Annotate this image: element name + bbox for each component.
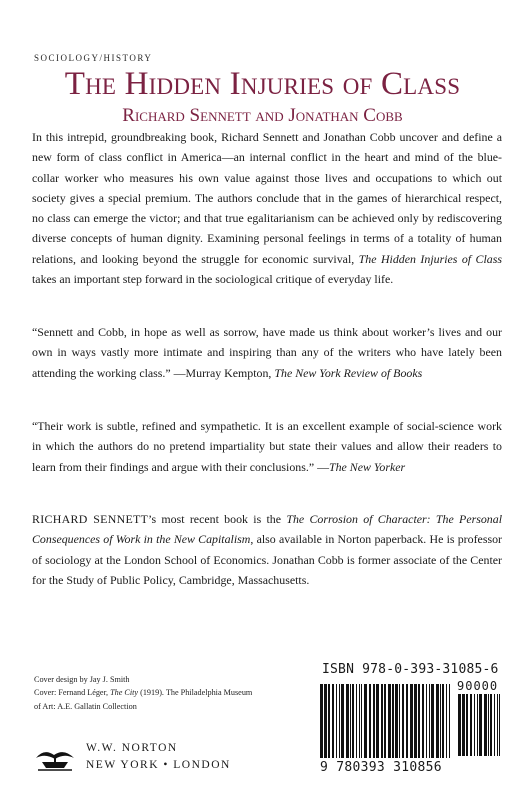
barcode-bar (497, 694, 498, 756)
barcode-bar (418, 684, 420, 758)
publisher-imprint (34, 740, 254, 776)
isbn-barcode (318, 658, 506, 780)
bio-text-2: , also available in Norton paperback. He is professor of sociology at the London School of Economics. Jonathan Cobb is former associate of the Center for the Study of Public Policy, Cambridge, Massachusetts. (32, 532, 502, 587)
barcode-bar (395, 684, 398, 758)
barcode-bar (477, 694, 478, 756)
barcode-bar (474, 694, 475, 756)
description-book-title: The Hidden Injuries of Class (358, 251, 502, 266)
description-paragraph (32, 127, 502, 289)
bio-book-title: The Corrosion of Character: The Personal Consequences of Work in the New Capitalism (32, 512, 502, 547)
barcode-bar (352, 684, 354, 758)
barcode-bar (324, 684, 327, 758)
book-title: The Hidden Injuries of Class (64, 66, 461, 102)
cover-art-credit: Cover: Fernand Léger, The City (1919). The Philadelphia Museum (34, 688, 253, 698)
cover-art-credit-line2: of Art: A.E. Gallatin Collection (34, 701, 137, 711)
barcode-bar (429, 684, 430, 758)
barcode-bar (410, 684, 413, 758)
barcode-bar (350, 684, 351, 758)
barcode-bar (373, 684, 375, 758)
barcode-bar (361, 684, 362, 758)
barcode-bar (392, 684, 394, 758)
barcode-bar (320, 684, 323, 758)
quote-source: The New Yorker (328, 459, 406, 474)
barcode-bar (446, 684, 447, 758)
barcode-bar (470, 694, 472, 756)
description-text-1: In this intrepid, groundbreaking book, Richard Sennett and Jonathan Cobb uncover and define a new form of class conflict in America—an internal conflict in the heart and mind of the blue-collar worker who measures his own value against those lives and occupations to which out society gives a special premium. The authors conclude that in the games of hierarchical respect, no class can emerge the victor; and that true egalitarianism can be achieved only by rediscovering diverse concepts of human dignity. Examining personal feelings in terms of a totality of human relations, and looking beyond the struggle for economic survival, (32, 130, 502, 266)
barcode-bar (442, 684, 444, 758)
seagull-ship-icon (34, 742, 76, 772)
review-quote-1 (32, 322, 502, 383)
barcode-bar (399, 684, 400, 758)
addon-barcode-bars (456, 694, 504, 758)
barcode-bar (369, 684, 371, 758)
design-credit: Cover design by Jay J. Smith (34, 675, 130, 684)
barcode-bar (388, 684, 391, 758)
isbn-label: ISBN 978-0-393-31085-6 (322, 662, 499, 677)
review-quote-2 (32, 416, 502, 477)
publisher-cities: NEW YORK • LONDON (86, 759, 231, 771)
barcode-bar (384, 684, 386, 758)
bio-text-1: ’s most recent book is the (148, 512, 287, 526)
barcode-bar (490, 694, 492, 756)
barcode-bar (346, 684, 349, 758)
barcode-bar (462, 694, 465, 756)
barcode-bar (381, 684, 383, 758)
barcode-bar (426, 684, 427, 758)
ean-barcode-bars (318, 684, 452, 760)
ean-digits: 9 780393 310856 (320, 760, 442, 775)
barcode-bar (402, 684, 404, 758)
barcode-bar (406, 684, 408, 758)
barcode-bar (494, 694, 495, 756)
barcode-bar (422, 684, 424, 758)
barcode-bar (431, 684, 434, 758)
barcode-bar (484, 694, 487, 756)
barcode-bar (449, 684, 450, 758)
barcode-bar (466, 694, 468, 756)
barcode-bar (332, 684, 334, 758)
barcode-bar (328, 684, 330, 758)
description-text-2: takes an important step forward in the sociological critique of everyday life. (32, 272, 394, 287)
barcode-bar (440, 684, 441, 758)
barcode-bar (356, 684, 357, 758)
category-label: SOCIOLOGY/HISTORY (34, 53, 153, 63)
barcode-bar (336, 684, 337, 758)
barcode-bar (499, 694, 500, 756)
publisher-name: W.W. NORTON (86, 742, 178, 754)
barcode-bar (458, 694, 461, 756)
barcode-bar (376, 684, 379, 758)
barcode-bar (479, 694, 482, 756)
barcode-bar (436, 684, 439, 758)
barcode-bar (364, 684, 367, 758)
barcode-bar (341, 684, 344, 758)
barcode-bar (488, 694, 489, 756)
quote-text: “Their work is subtle, refined and sympathetic. It is an excellent example of social-science work in which the authors do no pretend impartiality but state their values and allow their readers to learn from their findings and argue with their conclusions.” — (32, 419, 502, 474)
quote-source: The New York Review of Books (274, 365, 423, 380)
price-addon-code: 90000 (457, 679, 499, 693)
cover-credits (34, 673, 252, 713)
book-authors: Richard Sennett and Jonathan Cobb (122, 105, 403, 126)
barcode-bar (414, 684, 417, 758)
barcode-bar (359, 684, 360, 758)
author-bio (32, 509, 502, 590)
quote-text: “Sennett and Cobb, in hope as well as sorrow, have made us think about worker’s lives and our own in ways vastly more intimate and inspiring than any of the writers who have lately been attending the working class.” —Murray Kempton, (32, 325, 502, 380)
barcode-bar (339, 684, 340, 758)
bio-author-name: RICHARD SENNETT (32, 512, 149, 526)
